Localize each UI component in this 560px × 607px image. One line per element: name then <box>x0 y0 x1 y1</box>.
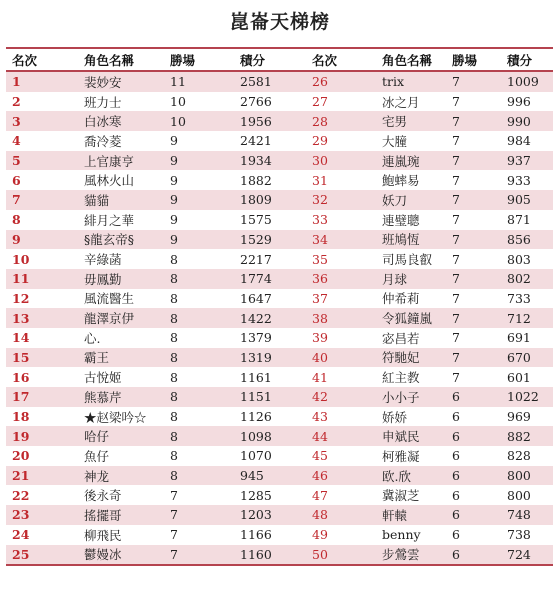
rank-cell: 18 <box>6 407 78 427</box>
rank-cell: 20 <box>6 446 78 466</box>
wins-cell: 8 <box>164 269 234 289</box>
name-cell: 熊慕芹 <box>78 387 164 407</box>
name-cell: 月球 <box>376 269 446 289</box>
name-cell: 妖刀 <box>376 190 446 210</box>
table-row <box>6 151 553 171</box>
wins-cell: 8 <box>164 367 234 387</box>
name-cell: 欧.欣 <box>376 466 446 486</box>
score-cell: 871 <box>501 210 553 230</box>
name-cell: 哈仔 <box>78 426 164 446</box>
table-row <box>6 71 553 92</box>
rank-cell: 17 <box>6 387 78 407</box>
rank-cell: 32 <box>306 190 376 210</box>
table-row <box>6 367 553 387</box>
name-cell: 連嵐琬 <box>376 151 446 171</box>
table-row <box>6 308 553 328</box>
wins-cell: 10 <box>164 111 234 131</box>
table-row <box>6 426 553 446</box>
name-cell: 大膧 <box>376 131 446 151</box>
rank-cell: 1 <box>6 71 78 92</box>
name-cell: 搖擺哥 <box>78 505 164 525</box>
header-rank: 名次 <box>12 52 38 68</box>
header-score: 積分 <box>240 52 266 68</box>
name-cell: 鬱嫚冰 <box>78 545 164 566</box>
wins-cell: 8 <box>164 328 234 348</box>
wins-cell: 7 <box>446 269 501 289</box>
wins-cell: 8 <box>164 466 234 486</box>
table-body <box>6 71 553 565</box>
score-cell: 1529 <box>234 230 306 250</box>
wins-cell: 9 <box>164 190 234 210</box>
wins-cell: 7 <box>446 367 501 387</box>
wins-cell: 7 <box>446 151 501 171</box>
score-cell: 1126 <box>234 407 306 427</box>
wins-cell: 6 <box>446 485 501 505</box>
wins-cell: 7 <box>446 111 501 131</box>
rank-cell: 28 <box>306 111 376 131</box>
table-row <box>6 249 553 269</box>
score-cell: 882 <box>501 426 553 446</box>
table-header-row <box>6 48 553 71</box>
wins-cell: 7 <box>446 308 501 328</box>
name-cell: 霸王 <box>78 348 164 368</box>
wins-cell: 10 <box>164 92 234 112</box>
score-cell: 738 <box>501 525 553 545</box>
wins-cell: 7 <box>446 348 501 368</box>
score-cell: 1166 <box>234 525 306 545</box>
score-cell: 1161 <box>234 367 306 387</box>
wins-cell: 8 <box>164 446 234 466</box>
rank-cell: 22 <box>6 485 78 505</box>
name-cell: 裴妙安 <box>78 71 164 92</box>
table-row <box>6 111 553 131</box>
score-cell: 2217 <box>234 249 306 269</box>
name-cell: 鮑蟀易 <box>376 170 446 190</box>
wins-cell: 6 <box>446 446 501 466</box>
wins-cell: 6 <box>446 407 501 427</box>
wins-cell: 7 <box>446 71 501 92</box>
wins-cell: 7 <box>446 328 501 348</box>
header-name: 角色名稱 <box>382 52 433 68</box>
wins-cell: 8 <box>164 426 234 446</box>
name-cell: 申斌民 <box>376 426 446 446</box>
name-cell: 班鳩恆 <box>376 230 446 250</box>
name-cell: 冀淑芝 <box>376 485 446 505</box>
score-cell: 733 <box>501 289 553 309</box>
table-row <box>6 446 553 466</box>
name-cell: 後永奇 <box>78 485 164 505</box>
rank-cell: 23 <box>6 505 78 525</box>
wins-cell: 8 <box>164 348 234 368</box>
wins-cell: 7 <box>164 505 234 525</box>
score-cell: 691 <box>501 328 553 348</box>
score-cell: 933 <box>501 170 553 190</box>
wins-cell: 7 <box>446 249 501 269</box>
table-row <box>6 525 553 545</box>
score-cell: 1422 <box>234 308 306 328</box>
rank-cell: 30 <box>306 151 376 171</box>
score-cell: 1285 <box>234 485 306 505</box>
rank-cell: 36 <box>306 269 376 289</box>
rank-cell: 24 <box>6 525 78 545</box>
score-cell: 748 <box>501 505 553 525</box>
name-cell: 辛綠菡 <box>78 249 164 269</box>
rank-cell: 10 <box>6 249 78 269</box>
rank-cell: 46 <box>306 466 376 486</box>
name-cell: 宓昌若 <box>376 328 446 348</box>
name-cell: 柳飛民 <box>78 525 164 545</box>
table-row <box>6 289 553 309</box>
table-row <box>6 328 553 348</box>
score-cell: 984 <box>501 131 553 151</box>
score-cell: 856 <box>501 230 553 250</box>
wins-cell: 7 <box>446 170 501 190</box>
rank-cell: 27 <box>306 92 376 112</box>
rank-cell: 14 <box>6 328 78 348</box>
score-cell: 800 <box>501 466 553 486</box>
table-row <box>6 210 553 230</box>
header-rank: 名次 <box>312 52 338 68</box>
rank-cell: 15 <box>6 348 78 368</box>
name-cell: 上官康亨 <box>78 151 164 171</box>
rank-cell: 38 <box>306 308 376 328</box>
score-cell: 1070 <box>234 446 306 466</box>
score-cell: 1022 <box>501 387 553 407</box>
wins-cell: 8 <box>164 289 234 309</box>
wins-cell: 9 <box>164 230 234 250</box>
rank-cell: 16 <box>6 367 78 387</box>
name-cell: 古悅姬 <box>78 367 164 387</box>
rank-cell: 21 <box>6 466 78 486</box>
header-wins: 勝場 <box>170 52 196 68</box>
table-row <box>6 131 553 151</box>
table-row <box>6 407 553 427</box>
score-cell: 1151 <box>234 387 306 407</box>
name-cell: 仲希莉 <box>376 289 446 309</box>
name-cell: 緋月之華 <box>78 210 164 230</box>
rank-cell: 6 <box>6 170 78 190</box>
wins-cell: 6 <box>446 545 501 566</box>
wins-cell: 9 <box>164 131 234 151</box>
rank-cell: 19 <box>6 426 78 446</box>
name-cell: 神龙 <box>78 466 164 486</box>
score-cell: 969 <box>501 407 553 427</box>
score-cell: 945 <box>234 466 306 486</box>
wins-cell: 6 <box>446 505 501 525</box>
name-cell: 龍澤京伊 <box>78 308 164 328</box>
rank-cell: 49 <box>306 525 376 545</box>
wins-cell: 9 <box>164 210 234 230</box>
wins-cell: 7 <box>446 190 501 210</box>
name-cell: 紅主教 <box>376 367 446 387</box>
score-cell: 1319 <box>234 348 306 368</box>
score-cell: 1956 <box>234 111 306 131</box>
score-cell: 712 <box>501 308 553 328</box>
name-cell: 宅男 <box>376 111 446 131</box>
name-cell: 心. <box>78 328 164 348</box>
wins-cell: 6 <box>446 426 501 446</box>
rank-cell: 39 <box>306 328 376 348</box>
rank-cell: 41 <box>306 367 376 387</box>
wins-cell: 7 <box>164 485 234 505</box>
name-cell: 令狐鐘嵐 <box>376 308 446 328</box>
name-cell: 毋鳳勤 <box>78 269 164 289</box>
wins-cell: 8 <box>164 249 234 269</box>
wins-cell: 7 <box>446 210 501 230</box>
score-cell: 1774 <box>234 269 306 289</box>
name-cell: ★赵梁吟☆ <box>78 407 164 427</box>
rank-cell: 31 <box>306 170 376 190</box>
score-cell: 802 <box>501 269 553 289</box>
table-row <box>6 545 553 566</box>
table-row <box>6 348 553 368</box>
rank-cell: 7 <box>6 190 78 210</box>
name-cell: benny <box>376 525 446 545</box>
table-row <box>6 230 553 250</box>
score-cell: 990 <box>501 111 553 131</box>
page-title: 崑崙天梯榜 <box>229 11 330 33</box>
table-row <box>6 505 553 525</box>
score-cell: 996 <box>501 92 553 112</box>
wins-cell: 6 <box>446 387 501 407</box>
rank-cell: 8 <box>6 210 78 230</box>
name-cell: 冰之月 <box>376 92 446 112</box>
wins-cell: 11 <box>164 71 234 92</box>
score-cell: 1882 <box>234 170 306 190</box>
table-row <box>6 190 553 210</box>
score-cell: 2421 <box>234 131 306 151</box>
score-cell: 2766 <box>234 92 306 112</box>
rank-cell: 42 <box>306 387 376 407</box>
score-cell: 905 <box>501 190 553 210</box>
score-cell: 803 <box>501 249 553 269</box>
wins-cell: 7 <box>164 525 234 545</box>
score-cell: 1809 <box>234 190 306 210</box>
wins-cell: 9 <box>164 151 234 171</box>
name-cell: 司馬良叡 <box>376 249 446 269</box>
score-cell: 1934 <box>234 151 306 171</box>
table-row <box>6 92 553 112</box>
score-cell: 1379 <box>234 328 306 348</box>
name-cell: 班力士 <box>78 92 164 112</box>
name-cell: 風流醫生 <box>78 289 164 309</box>
score-cell: 601 <box>501 367 553 387</box>
rank-cell: 2 <box>6 92 78 112</box>
score-cell: 800 <box>501 485 553 505</box>
rank-cell: 11 <box>6 269 78 289</box>
score-cell: 1203 <box>234 505 306 525</box>
table-row <box>6 485 553 505</box>
rank-cell: 5 <box>6 151 78 171</box>
rank-cell: 50 <box>306 545 376 566</box>
rank-cell: 37 <box>306 289 376 309</box>
name-cell: §龍玄帝§ <box>78 230 164 250</box>
name-cell: trix <box>376 71 446 92</box>
rank-cell: 3 <box>6 111 78 131</box>
wins-cell: 7 <box>446 131 501 151</box>
score-cell: 2581 <box>234 71 306 92</box>
rank-cell: 40 <box>306 348 376 368</box>
rank-cell: 35 <box>306 249 376 269</box>
wins-cell: 8 <box>164 308 234 328</box>
table-row <box>6 466 553 486</box>
score-cell: 937 <box>501 151 553 171</box>
rank-cell: 33 <box>306 210 376 230</box>
wins-cell: 6 <box>446 466 501 486</box>
rank-cell: 47 <box>306 485 376 505</box>
name-cell: 柯雅凝 <box>376 446 446 466</box>
rank-cell: 45 <box>306 446 376 466</box>
header-score: 積分 <box>507 52 533 68</box>
score-cell: 1575 <box>234 210 306 230</box>
table-row <box>6 269 553 289</box>
wins-cell: 8 <box>164 407 234 427</box>
name-cell: 符馳妃 <box>376 348 446 368</box>
rank-cell: 48 <box>306 505 376 525</box>
wins-cell: 7 <box>446 289 501 309</box>
score-cell: 1009 <box>501 71 553 92</box>
wins-cell: 8 <box>164 387 234 407</box>
name-cell: 貓貓 <box>78 190 164 210</box>
name-cell: 魚仔 <box>78 446 164 466</box>
rank-cell: 12 <box>6 289 78 309</box>
name-cell: 白冰寒 <box>78 111 164 131</box>
rank-cell: 29 <box>306 131 376 151</box>
table-row <box>6 170 553 190</box>
name-cell: 軒轅 <box>376 505 446 525</box>
wins-cell: 9 <box>164 170 234 190</box>
rank-cell: 26 <box>306 71 376 92</box>
name-cell: 喬冷菱 <box>78 131 164 151</box>
name-cell: 小小子 <box>376 387 446 407</box>
name-cell: 娇娇 <box>376 407 446 427</box>
name-cell: 連璧聰 <box>376 210 446 230</box>
name-cell: 風林火山 <box>78 170 164 190</box>
rank-cell: 44 <box>306 426 376 446</box>
wins-cell: 7 <box>164 545 234 566</box>
score-cell: 1098 <box>234 426 306 446</box>
header-wins: 勝場 <box>452 52 478 68</box>
score-cell: 828 <box>501 446 553 466</box>
wins-cell: 7 <box>446 92 501 112</box>
score-cell: 1647 <box>234 289 306 309</box>
wins-cell: 6 <box>446 525 501 545</box>
name-cell: 步鶯雲 <box>376 545 446 566</box>
rank-cell: 43 <box>306 407 376 427</box>
ranking-table <box>6 47 553 566</box>
wins-cell: 7 <box>446 230 501 250</box>
rank-cell: 9 <box>6 230 78 250</box>
header-name: 角色名稱 <box>84 52 135 68</box>
score-cell: 1160 <box>234 545 306 566</box>
rank-cell: 25 <box>6 545 78 566</box>
rank-cell: 4 <box>6 131 78 151</box>
score-cell: 670 <box>501 348 553 368</box>
rank-cell: 34 <box>306 230 376 250</box>
score-cell: 724 <box>501 545 553 566</box>
rank-cell: 13 <box>6 308 78 328</box>
table-row <box>6 387 553 407</box>
